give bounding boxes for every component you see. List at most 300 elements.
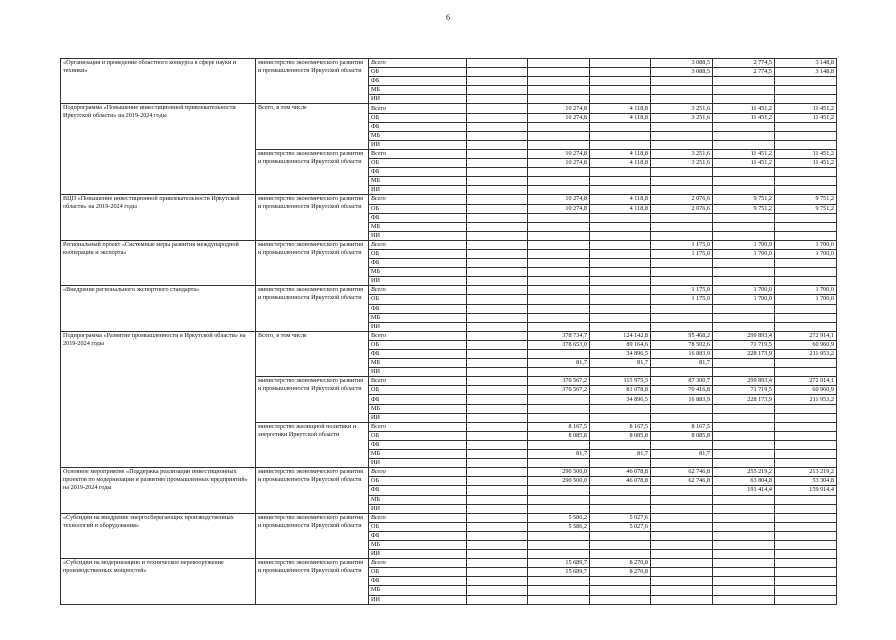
value-cell (713, 186, 775, 195)
value-cell: 8 270,8 (590, 559, 651, 568)
value-cell (651, 259, 713, 268)
value-cell (467, 159, 528, 168)
funding-source: ИИ (369, 231, 467, 240)
value-cell (713, 177, 775, 186)
value-cell (775, 404, 837, 413)
value-cell: 370 567,2 (528, 386, 590, 395)
value-cell (713, 404, 775, 413)
value-cell (467, 577, 528, 586)
responsible-executor: министерство экономического развития и промышленности Иркутской области (256, 377, 369, 422)
value-cell (651, 222, 713, 231)
value-cell (775, 277, 837, 286)
value-cell: 11 451,2 (713, 159, 775, 168)
funding-source: МБ (369, 540, 467, 549)
value-cell (775, 504, 837, 513)
value-cell (528, 186, 590, 195)
value-cell (467, 413, 528, 422)
value-cell (467, 368, 528, 377)
value-cell (590, 413, 651, 422)
value-cell (590, 322, 651, 331)
responsible-executor: Всего, в том числе (256, 331, 369, 376)
value-cell: 4 118,8 (590, 159, 651, 168)
value-cell (651, 577, 713, 586)
value-cell: 8 085,8 (651, 431, 713, 440)
value-cell: 5 027,6 (590, 513, 651, 522)
value-cell: 70 416,8 (651, 386, 713, 395)
value-cell (467, 550, 528, 559)
value-cell: 2 076,6 (651, 204, 713, 213)
value-cell: 11 451,2 (713, 113, 775, 122)
value-cell: 5 027,6 (590, 522, 651, 531)
value-cell (528, 168, 590, 177)
value-cell (467, 486, 528, 495)
value-cell (713, 495, 775, 504)
value-cell: 1 700,0 (775, 295, 837, 304)
value-cell: 71 719,5 (713, 386, 775, 395)
value-cell (775, 559, 837, 568)
value-cell (775, 531, 837, 540)
value-cell (651, 177, 713, 186)
value-cell (528, 277, 590, 286)
value-cell (467, 286, 528, 295)
value-cell: 299 893,4 (713, 331, 775, 340)
funding-source: МБ (369, 450, 467, 459)
funding-source: ОБ (369, 522, 467, 531)
responsible-executor: министерство экономического развития и промышленности Иркутской области (256, 240, 369, 285)
value-cell (528, 550, 590, 559)
value-cell: 81,7 (590, 359, 651, 368)
value-cell (590, 213, 651, 222)
value-cell (713, 313, 775, 322)
funding-source: ИИ (369, 550, 467, 559)
value-cell (713, 422, 775, 431)
value-cell (775, 186, 837, 195)
value-cell: 10 274,8 (528, 204, 590, 213)
value-cell: 2 774,5 (713, 68, 775, 77)
value-cell: 3 088,5 (651, 68, 713, 77)
value-cell (713, 304, 775, 313)
value-cell (713, 168, 775, 177)
value-cell (713, 522, 775, 531)
value-cell: 11 451,2 (713, 149, 775, 158)
value-cell: 211 953,2 (775, 395, 837, 404)
value-cell (651, 368, 713, 377)
value-cell (590, 486, 651, 495)
value-cell: 4 118,8 (590, 113, 651, 122)
value-cell (775, 213, 837, 222)
value-cell (528, 213, 590, 222)
value-cell (651, 595, 713, 604)
value-cell (651, 495, 713, 504)
responsible-executor: министерство экономического развития и промышленности Иркутской области (256, 59, 369, 104)
value-cell: 213 219,2 (775, 468, 837, 477)
value-cell (590, 268, 651, 277)
value-cell (528, 68, 590, 77)
value-cell: 1 700,0 (775, 240, 837, 249)
program-name: ВЦП «Повышение инвестиционной привлекательности Иркутской области» на 2019-2024 годы (61, 195, 256, 240)
value-cell (467, 140, 528, 149)
value-cell (713, 540, 775, 549)
value-cell: 60 960,9 (775, 340, 837, 349)
value-cell (467, 95, 528, 104)
value-cell (713, 504, 775, 513)
value-cell: 1 700,0 (775, 286, 837, 295)
value-cell (651, 550, 713, 559)
value-cell (467, 340, 528, 349)
value-cell (651, 231, 713, 240)
value-cell (775, 522, 837, 531)
value-cell: 81,7 (528, 450, 590, 459)
table-row (61, 513, 837, 522)
program-name: Основное мероприятие «Поддержка реализации инвестиционных проектов по модернизации и развитию промышленных предприятий» на 2019-2024 годы (61, 468, 256, 513)
value-cell: 115 975,3 (590, 377, 651, 386)
value-cell: 16 883,9 (651, 395, 713, 404)
value-cell (467, 268, 528, 277)
value-cell (713, 586, 775, 595)
value-cell (467, 249, 528, 258)
value-cell (467, 540, 528, 549)
value-cell (713, 577, 775, 586)
value-cell: 3 251,6 (651, 159, 713, 168)
value-cell: 370 567,2 (528, 377, 590, 386)
value-cell: 378 653,0 (528, 340, 590, 349)
value-cell: 9 751,2 (713, 195, 775, 204)
funding-source: ОБ (369, 68, 467, 77)
funding-source: Всего (369, 377, 467, 386)
value-cell: 255 219,2 (713, 468, 775, 477)
funding-source: МБ (369, 268, 467, 277)
funding-source: Всего (369, 149, 467, 158)
value-cell (528, 95, 590, 104)
value-cell: 1 175,0 (651, 286, 713, 295)
funding-source: МБ (369, 495, 467, 504)
value-cell: 8 167,5 (590, 422, 651, 431)
value-cell (467, 204, 528, 213)
funding-source: ФБ (369, 531, 467, 540)
value-cell: 8 270,8 (590, 568, 651, 577)
value-cell (775, 304, 837, 313)
value-cell (775, 359, 837, 368)
value-cell (467, 259, 528, 268)
value-cell (713, 86, 775, 95)
value-cell (651, 86, 713, 95)
value-cell (590, 122, 651, 131)
value-cell (713, 459, 775, 468)
value-cell (590, 504, 651, 513)
value-cell (528, 586, 590, 595)
value-cell (713, 222, 775, 231)
value-cell (775, 413, 837, 422)
funding-source: Всего (369, 422, 467, 431)
value-cell: 11 451,2 (713, 104, 775, 113)
value-cell (713, 440, 775, 449)
value-cell (651, 77, 713, 86)
funding-source: Всего (369, 513, 467, 522)
value-cell: 95 468,2 (651, 331, 713, 340)
value-cell (467, 113, 528, 122)
value-cell (590, 595, 651, 604)
value-cell (467, 359, 528, 368)
value-cell (713, 140, 775, 149)
value-cell (775, 177, 837, 186)
value-cell (590, 249, 651, 258)
value-cell: 3 088,5 (651, 59, 713, 68)
value-cell (590, 231, 651, 240)
value-cell (528, 440, 590, 449)
funding-source: ИИ (369, 459, 467, 468)
value-cell (775, 222, 837, 231)
table-row (61, 59, 837, 68)
value-cell (775, 568, 837, 577)
table-row (61, 195, 837, 204)
value-cell (713, 131, 775, 140)
value-cell (467, 122, 528, 131)
value-cell (651, 268, 713, 277)
value-cell (467, 131, 528, 140)
value-cell: 228 173,9 (713, 350, 775, 359)
table-row (61, 468, 837, 477)
value-cell (590, 86, 651, 95)
value-cell (713, 268, 775, 277)
value-cell (528, 86, 590, 95)
value-cell: 10 274,8 (528, 195, 590, 204)
value-cell (467, 186, 528, 195)
value-cell: 2 076,6 (651, 195, 713, 204)
program-name: «Внедрение регионального экспортного стандарта» (61, 286, 256, 331)
funding-source: МБ (369, 177, 467, 186)
value-cell (713, 368, 775, 377)
value-cell (651, 322, 713, 331)
value-cell (651, 140, 713, 149)
value-cell (528, 350, 590, 359)
value-cell: 87 300,7 (651, 377, 713, 386)
value-cell (651, 568, 713, 577)
value-cell (651, 513, 713, 522)
value-cell (467, 450, 528, 459)
value-cell: 8 085,8 (590, 431, 651, 440)
value-cell (528, 368, 590, 377)
funding-source: ОБ (369, 249, 467, 258)
value-cell: 10 274,8 (528, 149, 590, 158)
value-cell (467, 295, 528, 304)
funding-source: МБ (369, 86, 467, 95)
value-cell: 81 078,8 (590, 386, 651, 395)
value-cell (590, 95, 651, 104)
value-cell (651, 504, 713, 513)
value-cell: 272 914,1 (775, 377, 837, 386)
value-cell (713, 550, 775, 559)
value-cell (713, 95, 775, 104)
value-cell (528, 131, 590, 140)
value-cell (467, 431, 528, 440)
value-cell (775, 495, 837, 504)
value-cell (528, 259, 590, 268)
value-cell: 3 148,8 (775, 68, 837, 77)
value-cell (775, 459, 837, 468)
value-cell (775, 122, 837, 131)
value-cell: 1 700,0 (713, 249, 775, 258)
value-cell (528, 231, 590, 240)
budget-table (60, 58, 837, 605)
value-cell: 228 173,9 (713, 395, 775, 404)
responsible-executor: министерство экономического развития и промышленности Иркутской области (256, 513, 369, 558)
funding-source: ФБ (369, 486, 467, 495)
value-cell (467, 422, 528, 431)
value-cell (528, 404, 590, 413)
value-cell: 8 167,5 (528, 422, 590, 431)
value-cell (528, 177, 590, 186)
value-cell: 5 586,2 (528, 513, 590, 522)
program-name: Подпрограмма «Повышение инвестиционной привлекательности Иркутской области» на 2019-2024 годы (61, 104, 256, 195)
value-cell (528, 140, 590, 149)
table-row (61, 331, 837, 340)
responsible-executor: министерство экономического развития и промышленности Иркутской области (256, 559, 369, 604)
value-cell: 211 953,2 (775, 350, 837, 359)
funding-source: Всего (369, 59, 467, 68)
value-cell (467, 531, 528, 540)
value-cell (590, 140, 651, 149)
funding-source: ИИ (369, 140, 467, 149)
value-cell (467, 195, 528, 204)
value-cell (651, 304, 713, 313)
value-cell (467, 595, 528, 604)
funding-source: ФБ (369, 577, 467, 586)
value-cell: 11 451,2 (775, 159, 837, 168)
value-cell (775, 259, 837, 268)
funding-source: МБ (369, 131, 467, 140)
value-cell: 11 451,2 (775, 104, 837, 113)
funding-source: Всего (369, 240, 467, 249)
value-cell (467, 77, 528, 86)
value-cell (775, 231, 837, 240)
value-cell: 34 896,5 (590, 350, 651, 359)
value-cell (467, 459, 528, 468)
funding-source: ФБ (369, 350, 467, 359)
value-cell (528, 77, 590, 86)
value-cell: 46 078,8 (590, 477, 651, 486)
value-cell (467, 586, 528, 595)
value-cell (528, 413, 590, 422)
value-cell: 9 751,2 (775, 204, 837, 213)
value-cell (590, 277, 651, 286)
value-cell: 81,7 (651, 359, 713, 368)
value-cell (590, 404, 651, 413)
funding-source: ОБ (369, 295, 467, 304)
value-cell (528, 595, 590, 604)
funding-source: ФБ (369, 395, 467, 404)
value-cell (651, 586, 713, 595)
funding-source: ИИ (369, 277, 467, 286)
value-cell (528, 531, 590, 540)
value-cell (713, 568, 775, 577)
value-cell (775, 77, 837, 86)
value-cell (713, 213, 775, 222)
value-cell (651, 313, 713, 322)
responsible-executor: Всего, в том числе (256, 104, 369, 149)
value-cell (651, 95, 713, 104)
responsible-executor: министерство экономического развития и промышленности Иркутской области (256, 195, 369, 240)
value-cell (713, 450, 775, 459)
value-cell (467, 468, 528, 477)
value-cell (651, 168, 713, 177)
value-cell (467, 377, 528, 386)
funding-source: ОБ (369, 340, 467, 349)
value-cell (590, 286, 651, 295)
value-cell: 71 719,5 (713, 340, 775, 349)
funding-source: Всего (369, 468, 467, 477)
value-cell (467, 240, 528, 249)
responsible-executor: министерство экономического развития и промышленности Иркутской области (256, 286, 369, 331)
value-cell: 8 085,8 (528, 431, 590, 440)
funding-source: ФБ (369, 122, 467, 131)
value-cell (775, 368, 837, 377)
program-name: «Субсидии на модернизацию и техническое перевооружение производственных мощностей» (61, 559, 256, 604)
value-cell (713, 259, 775, 268)
responsible-executor: министерство экономического развития и промышленности Иркутской области (256, 468, 369, 513)
value-cell (467, 477, 528, 486)
funding-source: ОБ (369, 431, 467, 440)
value-cell (528, 495, 590, 504)
value-cell: 4 118,8 (590, 204, 651, 213)
program-name: «Организация и проведение областного конкурса в сфере науки и техники» (61, 59, 256, 104)
funding-source: Всего (369, 286, 467, 295)
value-cell: 8 167,5 (651, 422, 713, 431)
value-cell (467, 395, 528, 404)
value-cell: 378 734,7 (528, 331, 590, 340)
value-cell (467, 522, 528, 531)
funding-source: ФБ (369, 77, 467, 86)
value-cell: 62 746,8 (651, 477, 713, 486)
value-cell (775, 595, 837, 604)
value-cell (590, 59, 651, 68)
value-cell (528, 286, 590, 295)
value-cell (528, 322, 590, 331)
value-cell (651, 213, 713, 222)
program-name: Региональный проект «Системные меры развития международной кооперации и экспорта» (61, 240, 256, 285)
value-cell: 1 700,0 (713, 240, 775, 249)
value-cell (713, 513, 775, 522)
value-cell (590, 168, 651, 177)
value-cell: 16 883,9 (651, 350, 713, 359)
funding-source: МБ (369, 359, 467, 368)
value-cell (713, 77, 775, 86)
value-cell (590, 531, 651, 540)
value-cell (467, 350, 528, 359)
funding-source: Всего (369, 559, 467, 568)
value-cell: 1 700,0 (775, 249, 837, 258)
funding-source: МБ (369, 404, 467, 413)
value-cell (590, 222, 651, 231)
value-cell (651, 522, 713, 531)
value-cell (651, 404, 713, 413)
value-cell (775, 577, 837, 586)
value-cell: 10 274,8 (528, 113, 590, 122)
value-cell (651, 559, 713, 568)
value-cell (590, 440, 651, 449)
value-cell (590, 313, 651, 322)
value-cell: 1 700,0 (713, 295, 775, 304)
value-cell: 4 118,8 (590, 149, 651, 158)
value-cell (467, 86, 528, 95)
value-cell (467, 322, 528, 331)
value-cell: 10 274,8 (528, 104, 590, 113)
value-cell (590, 586, 651, 595)
value-cell (713, 595, 775, 604)
value-cell: 34 896,5 (590, 395, 651, 404)
value-cell (713, 277, 775, 286)
value-cell: 4 118,8 (590, 195, 651, 204)
value-cell (590, 295, 651, 304)
